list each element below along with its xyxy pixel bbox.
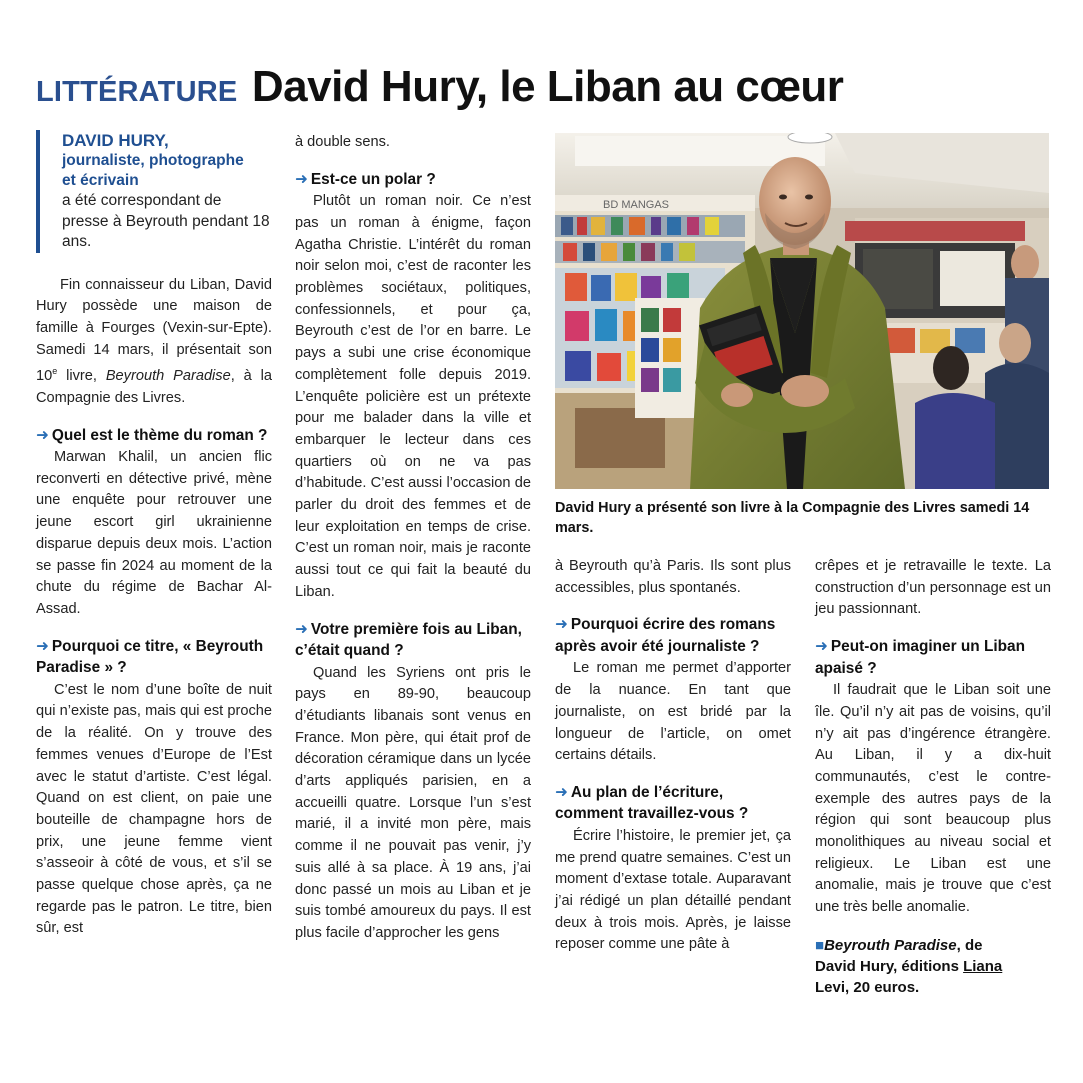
question-5 — [555, 614, 791, 657]
answer-6: Écrire l’histoire, le premier jet, ça me prend quatre semaines. C’est un moment d’extase totale. Auparavant j’ai rédigé un plan détaillé pendant deux à trois mois. Après, je laisse reposer comme une pâte à — [555, 827, 791, 953]
answer-1: Marwan Khalil, un ancien flic reconverti en détective privé, mène une enquête pour retrouver une jeune escort girl ukrainienne disparue depuis deux mois. L’action se passe fin 2024 au moment de la chute du régime de Bachar Al-Assad. — [36, 449, 272, 617]
question-7-text: Peut-on imaginer un Liban apaisé ? — [815, 638, 1026, 677]
question-1-text: Quel est le thème du roman ? — [51, 426, 268, 444]
question-1 — [36, 425, 272, 447]
arrow-icon: ➜ — [555, 616, 568, 634]
article-title: David Hury, le Liban au cœur — [251, 62, 844, 111]
book-info-author: David Hury, éditions — [815, 957, 964, 975]
question-3 — [295, 169, 531, 191]
answer-4: Quand les Syriens ont pris le pays en 89-90, beaucoup d’étudiants libanais sont venus en France. Mon père, qui était prof de décoration céramique dans un lycée d’arts appliqués parisien, en a accueilli quatre. Lorsque l’un s’est marié, il a invité mon père, mais comme il ne pouvait pas venir, j’y suis allé à sa place. À 19 ans, j’ai donc passé un mois au Liban et je suis tombé amoureux du pays. Il est plus facile d’approcher les gens — [295, 664, 531, 941]
arrow-icon: ➜ — [36, 637, 49, 655]
lead-text-1: Fin connaisseur du Liban, David Hury possède une maison de famille à Fourges (Vexin-sur-Epte). Samedi 14 mars, il présentait son 10 — [36, 276, 272, 385]
book-info-price: Levi, 20 euros. — [815, 978, 920, 996]
question-4 — [295, 619, 531, 662]
answer-7: Il faudrait que le Liban soit une île. Qu’il n’y ait pas de voisins, qu’il n’y ait pas d’ingérence étrangère. Au Liban, il y a dix-huit communautés, c’est le contre-exemple des autres pays de la région qui sont beaucoup plus monolithiques au niveau social et religieux. Le Liban est une anomalie, mais je trouve que c’est une très belle anomalie. — [815, 682, 1051, 916]
lead-text-3: , à la Compagnie des Livres. — [36, 368, 273, 406]
lead-sup: e — [52, 366, 58, 377]
arrow-icon: ➜ — [36, 426, 49, 444]
answer-4-continued: à Beyrouth qu’à Paris. Ils sont plus accessibles, plus spontanés. — [555, 558, 791, 596]
question-2 — [36, 636, 272, 679]
column-3 — [555, 556, 791, 956]
intro-description: a été correspondant de presse à Beyrouth pendant 18 ans. — [62, 192, 270, 250]
intro-box — [36, 130, 272, 253]
question-3-text: Est-ce un polar ? — [310, 170, 436, 188]
column-1 — [36, 130, 272, 940]
square-bullet-icon: ■ — [815, 936, 825, 954]
column-2 — [295, 132, 531, 945]
column-4 — [815, 556, 1051, 998]
lead-paragraph — [36, 275, 272, 410]
lead-book-title: Beyrouth Paradise — [105, 368, 231, 385]
publisher-link[interactable]: Liana — [963, 957, 1003, 975]
book-info-title: Beyrouth Paradise — [824, 936, 957, 954]
arrow-icon: ➜ — [295, 620, 308, 638]
headline — [36, 62, 1046, 122]
arrow-icon: ➜ — [555, 783, 568, 801]
book-info-after-title: , de — [956, 936, 983, 954]
question-2-text: Pourquoi ce titre, « Beyrouth Paradise » ? — [36, 637, 264, 677]
bookstore-photo — [555, 133, 1049, 489]
answer-5: Le roman me permet d’apporter de la nuance. En tant que journaliste, on est bridé par la longueur de l’article, on omet certains détails. — [555, 660, 791, 764]
shelf-sign: BD MANGAS — [603, 199, 670, 211]
question-4-text: Votre première fois au Liban, c’était quand ? — [295, 620, 522, 660]
article-photo — [555, 133, 1049, 489]
intro-role-1: journaliste, photographe — [62, 152, 244, 169]
photo-caption: David Hury a présenté son livre à la Compagnie des Livres samedi 14 mars. — [555, 500, 1030, 536]
arrow-icon: ➜ — [815, 638, 828, 656]
question-5-text: Pourquoi écrire des romans après avoir été journaliste ? — [555, 616, 776, 655]
intro-name: DAVID HURY, — [62, 131, 169, 150]
answer-2: C’est le nom d’une boîte de nuit qui n’existe pas, mais qui est proche de la réalité. On y trouve des femmes venues d’Europe de l’Est avec le statut d’artiste. C’est légal. Quand on est client, on paie une bouteille de champagne hors de prix, une jeune femme vient s’asseoir à côté de vous, et s’il se passe quelque chose après, ça ne regarde pas le patron. Le titre, bien sûr, est — [36, 681, 272, 937]
answer-2-continued: à double sens. — [295, 134, 390, 150]
question-6 — [555, 782, 791, 825]
arrow-icon: ➜ — [295, 170, 308, 188]
section-rubric: LITTÉRATURE — [36, 76, 238, 108]
question-7 — [815, 636, 1051, 679]
answer-6-continued: crêpes et je retravaille le texte. La construction d’un personnage est un jeu passionnant. — [815, 558, 1051, 618]
book-info — [815, 935, 1051, 998]
question-6-text: Au plan de l’écriture, comment travaillez-vous ? — [555, 783, 749, 823]
intro-role-2: et écrivain — [62, 172, 139, 189]
answer-3: Plutôt un roman noir. Ce n’est pas un roman à énigme, façon Agatha Christie. L’intérêt du roman noir selon moi, c’est de raconter les problèmes sociétaux, politiques, confessionnels, et pour ça, Beyrouth c’est de l’or en barre. Le pays a subi une crise économique complètement folle depuis 2019. L’enquête policière est un prétexte pour me balader dans la ville et embarquer le lecteur dans ces quartiers où on ne va pas d’habitude. C’est aussi l’occasion de parler du droit des femmes et de leur exploitation en temps de crise. C’est un roman noir, mais je raconte aussi tout ce qui fait la beauté du Liban. — [295, 193, 531, 600]
lead-text-2: livre, — [57, 368, 106, 385]
